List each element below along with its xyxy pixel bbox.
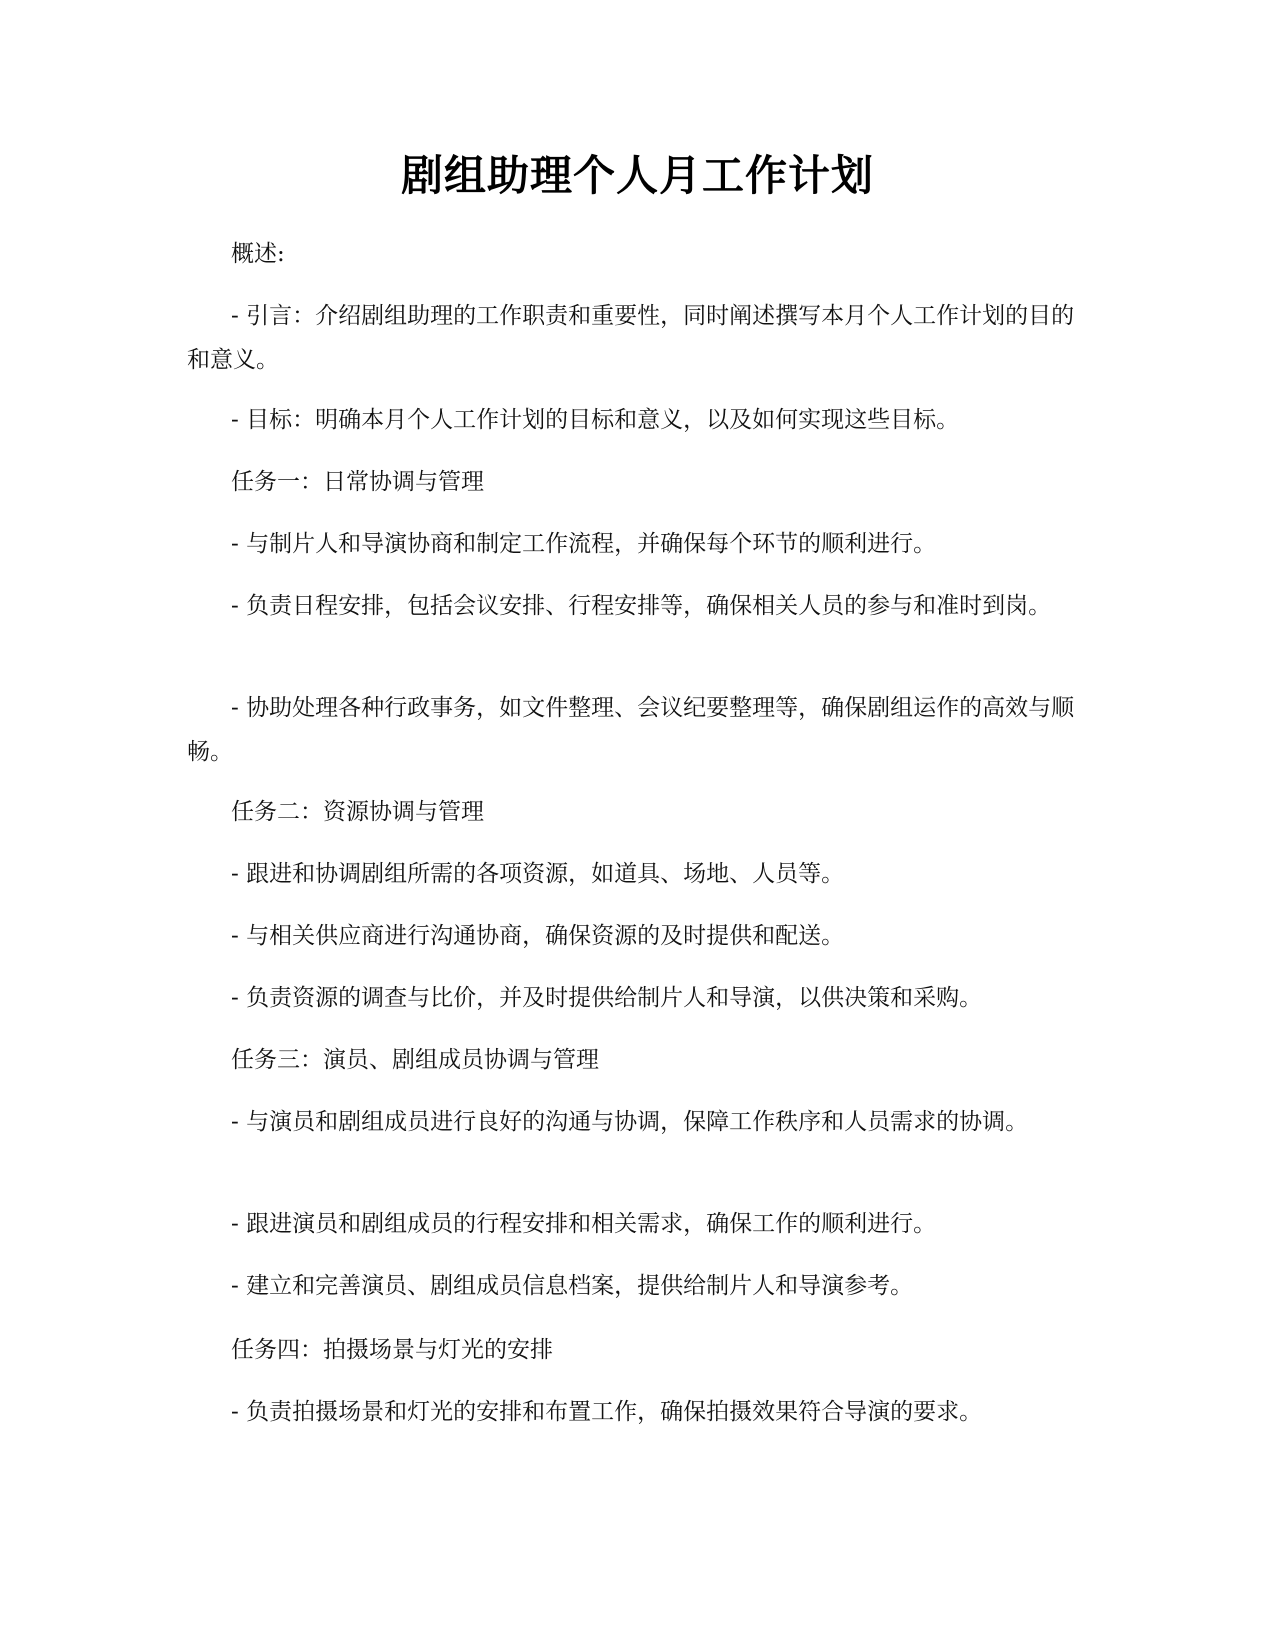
- paragraph-goal: - 目标：明确本月个人工作计划的目标和意义，以及如何实现这些目标。: [231, 407, 960, 433]
- task-two-item-3: - 负责资源的调查与比价，并及时提供给制片人和导演，以供决策和采购。: [231, 985, 983, 1011]
- task-three-heading: 任务三：演员、剧组成员协调与管理: [231, 1047, 599, 1073]
- task-three-item-1: - 与演员和剧组成员进行良好的沟通与协调，保障工作秩序和人员需求的协调。: [231, 1109, 1029, 1135]
- document-title: 剧组助理个人月工作计划: [400, 151, 874, 200]
- task-two-heading: 任务二：资源协调与管理: [231, 799, 484, 825]
- task-one-heading: 任务一：日常协调与管理: [231, 469, 484, 495]
- task-four-heading: 任务四：拍摄场景与灯光的安排: [231, 1337, 553, 1363]
- task-two-item-1: - 跟进和协调剧组所需的各项资源，如道具、场地、人员等。: [231, 861, 845, 887]
- task-three-item-3: - 建立和完善演员、剧组成员信息档案，提供给制片人和导演参考。: [231, 1273, 914, 1299]
- task-one-item-3: - 协助处理各种行政事务，如文件整理、会议纪要整理等，确保剧组运作的高效与顺畅。: [187, 695, 1075, 765]
- task-three-item-2: - 跟进演员和剧组成员的行程安排和相关需求，确保工作的顺利进行。: [231, 1211, 937, 1237]
- overview-heading: 概述:: [231, 241, 285, 267]
- paragraph-introduction: - 引言：介绍剧组助理的工作职责和重要性，同时阐述撰写本月个人工作计划的目的和意义。: [187, 303, 1075, 373]
- task-one-item-2: - 负责日程安排，包括会议安排、行程安排等，确保相关人员的参与和准时到岗。: [231, 593, 1052, 619]
- task-two-item-2: - 与相关供应商进行沟通协商，确保资源的及时提供和配送。: [231, 923, 845, 949]
- task-four-item-1: - 负责拍摄场景和灯光的安排和布置工作，确保拍摄效果符合导演的要求。: [231, 1399, 983, 1425]
- task-one-item-1: - 与制片人和导演协商和制定工作流程，并确保每个环节的顺利进行。: [231, 531, 937, 557]
